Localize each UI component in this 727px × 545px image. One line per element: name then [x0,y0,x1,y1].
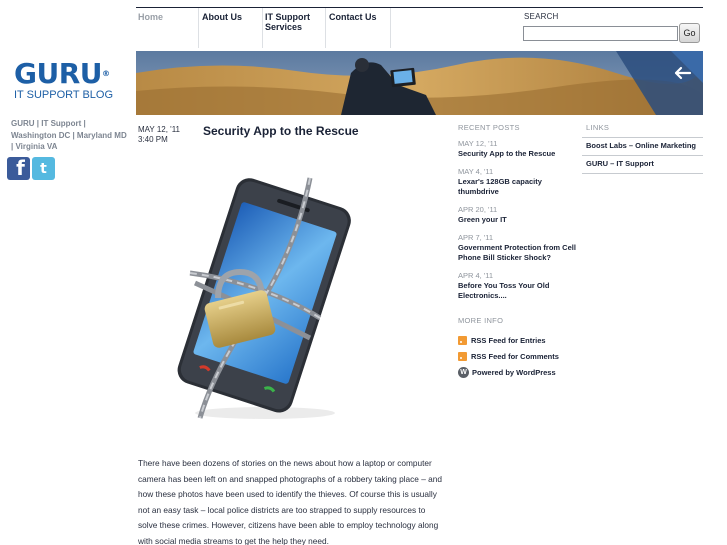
wordpress-icon: W [458,367,469,378]
links-heading: LINKS [586,123,610,132]
recent-post-link[interactable]: Green your IT [458,215,507,224]
search-input[interactable] [523,26,678,41]
search-label: SEARCH [524,12,559,21]
nav-divider [262,8,263,48]
more-info-label: RSS Feed for Entries [471,335,546,345]
post-date [138,125,180,145]
nav-about-us[interactable]: About Us [202,12,242,22]
twitter-icon[interactable]: t [32,157,55,180]
main-nav [136,7,703,47]
recent-post-item [458,167,576,197]
recent-post-link[interactable]: Before You Toss Your Old Electronics.... [458,281,550,300]
post-body: There have been dozens of stories on the news about how a laptop or computer camera has been left on and snapped photographs of a robbery taking place – and how these photos have been used to identify the thieves. Of course this is usually not an easy task – local police districts are too strapped to supply resources to solve these crimes. However, citizens have been able to employ technology along with social media streams to get the help they need. [138,458,442,545]
nav-home[interactable]: Home [138,12,164,22]
link-guru-it-support[interactable]: GURU – IT Support [582,156,703,174]
nav-divider [325,8,326,48]
recent-post-date: MAY 4, '11 [458,167,494,176]
more-info-label: Powered by WordPress [472,367,556,377]
registered-mark: ® [102,69,110,78]
more-info-list [458,332,578,380]
post-title[interactable]: Security App to the Rescue [203,124,359,138]
links-list [582,137,703,174]
recent-post-link[interactable]: Lexar's 128GB capacity thumbdrive [458,177,542,196]
more-info-label: RSS Feed for Comments [471,351,559,361]
rss-icon [458,352,467,361]
recent-post-link[interactable]: Security App to the Rescue [458,149,556,158]
nav-it-support-services[interactable]: IT Support Services [265,12,310,32]
logo-word: GURU [14,57,103,90]
nav-divider [390,8,391,48]
recent-post-item [458,233,576,263]
rss-entries-link[interactable] [458,332,578,348]
site-tagline: GURU | IT Support | Washington DC | Maryland MD | Virginia VA [11,119,127,151]
wordpress-link[interactable] [458,364,578,380]
facebook-icon[interactable]: f [7,157,30,180]
recent-post-date: APR 20, '11 [458,205,498,214]
recent-post-item [458,271,576,301]
logo-subtitle: IT SUPPORT BLOG [14,89,114,101]
recent-post-item [458,205,576,225]
header-banner [136,51,703,115]
post-date-day: MAY 12, '11 [138,125,180,134]
post-date-time: 3:40 PM [138,135,168,144]
recent-post-date: MAY 12, '11 [458,139,498,148]
recent-posts-list [458,139,576,309]
social-links [7,157,55,180]
nav-contact-us[interactable]: Contact Us [329,12,377,22]
recent-post-item [458,139,576,159]
recent-post-date: APR 7, '11 [458,233,494,242]
recent-post-link[interactable]: Government Protection from Cell Phone Bill Sticker Shock? [458,243,576,262]
recent-posts-heading: RECENT POSTS [458,123,520,132]
search-go-button[interactable]: Go [679,23,700,43]
locked-phone-illustration [160,168,360,423]
link-boost-labs[interactable]: Boost Labs – Online Marketing [582,138,703,156]
banner-photo [136,51,703,115]
nav-divider [198,8,199,48]
recent-post-date: APR 4, '11 [458,271,494,280]
post-image [160,168,360,423]
rss-comments-link[interactable] [458,348,578,364]
site-logo[interactable] [14,57,126,102]
more-info-heading: MORE INFO [458,316,504,325]
rss-icon [458,336,467,345]
